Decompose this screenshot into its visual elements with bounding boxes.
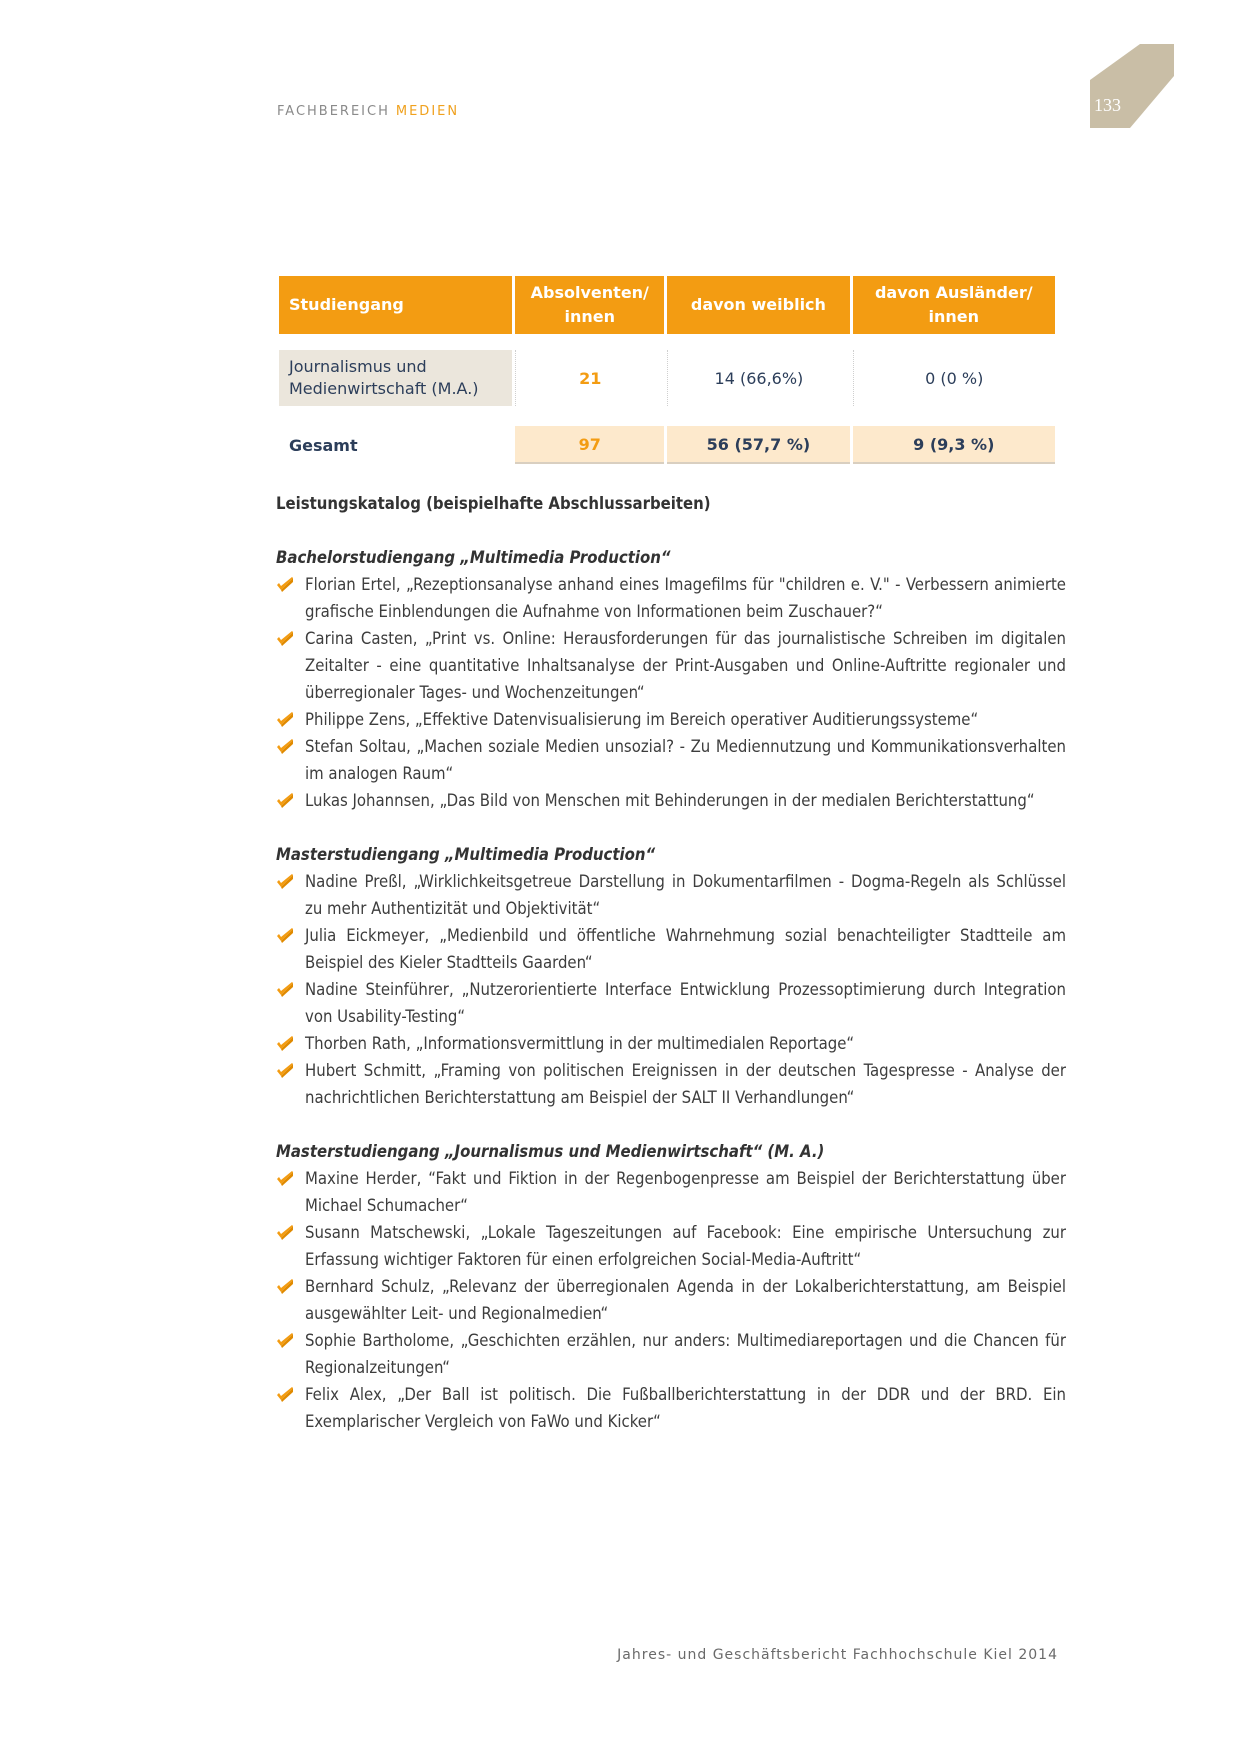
cell-auslaender: 0 (0 %) <box>853 350 1055 406</box>
check-bullet-icon <box>276 792 294 808</box>
header-section: FACHBEREICH <box>277 104 390 119</box>
catalog-group-bachelor-multimedia <box>276 544 1066 814</box>
running-header <box>277 104 459 119</box>
check-bullet-icon <box>276 1386 294 1402</box>
group-heading: Masterstudiengang „Multimedia Production“ <box>276 845 656 864</box>
list-item: Bernhard Schulz, „Relevanz der überregionalen Agenda in der Lokalberichterstattung, am Beispiel ausgewählter Leit- und Regionalmedien“ <box>276 1273 1066 1327</box>
catalog-group-master-multimedia <box>276 841 1066 1111</box>
check-bullet-icon <box>276 1170 294 1186</box>
col-header-absolventen: Absolventen/ innen <box>515 276 664 334</box>
check-bullet-icon <box>276 576 294 592</box>
check-bullet-icon <box>276 1278 294 1294</box>
list-item: Julia Eickmeyer, „Medienbild und öffentliche Wahrnehmung sozial benachteiligter Stadtteile am Beispiel des Kieler Stadtteils Gaarden“ <box>276 922 1066 976</box>
check-bullet-icon <box>276 738 294 754</box>
catalog <box>276 490 1066 1462</box>
check-bullet-icon <box>276 1062 294 1078</box>
cell-weiblich: 14 (66,6%) <box>667 350 849 406</box>
list-item: Carina Casten, „Print vs. Online: Herausforderungen für das journalistische Schreiben im digitalen Zeitalter - eine quantitative Inhaltsanalyse der Print-Ausgaben und Online-Auftritte regionaler und überregionaler Tages- und Wochenzeitungen“ <box>276 625 1066 706</box>
list-item: Thorben Rath, „Informationsvermittlung in der multimedialen Reportage“ <box>276 1030 1066 1057</box>
list-item: Florian Ertel, „Rezeptionsanalyse anhand eines Imagefilms für "children e. V." - Verbessern animierte grafische Einblendungen die Aufnahme von Informationen beim Zuschauer?“ <box>276 571 1066 625</box>
list-item: Stefan Soltau, „Machen soziale Medien unsozial? - Zu Mediennutzung und Kommunikationsverhalten im analogen Raum“ <box>276 733 1066 787</box>
total-label: Gesamt <box>279 426 512 464</box>
page-number: 133 <box>1094 95 1121 115</box>
check-bullet-icon <box>276 711 294 727</box>
group-heading: Bachelorstudiengang „Multimedia Production“ <box>276 548 671 567</box>
col-header-weiblich: davon weiblich <box>667 276 849 334</box>
check-bullet-icon <box>276 630 294 646</box>
cell-absolventen: 21 <box>515 350 664 406</box>
check-bullet-icon <box>276 1035 294 1051</box>
list-item: Nadine Preßl, „Wirklichkeitsgetreue Darstellung in Dokumentarfilmen - Dogma-Regeln als Schlüssel zu mehr Authentizität und Objektivität“ <box>276 868 1066 922</box>
catalog-title: Leistungskatalog (beispielhafte Abschlussarbeiten) <box>276 494 711 513</box>
group-heading: Masterstudiengang „Journalismus und Medienwirtschaft“ (M. A.) <box>276 1142 825 1161</box>
table-row <box>279 350 1055 406</box>
check-bullet-icon <box>276 1224 294 1240</box>
graduates-table <box>276 276 1058 464</box>
total-auslaender: 9 (9,3 %) <box>853 426 1055 464</box>
list-item: Susann Matschewski, „Lokale Tageszeitungen auf Facebook: Eine empirische Untersuchung zur Erfassung wichtiger Faktoren für einen erfolgreichen Social-Media-Auftritt“ <box>276 1219 1066 1273</box>
catalog-group-master-journalismus <box>276 1138 1066 1435</box>
list-item: Philippe Zens, „Effektive Datenvisualisierung im Bereich operativer Auditierungssysteme“ <box>276 706 1066 733</box>
total-absolventen: 97 <box>515 426 664 464</box>
header-accent: MEDIEN <box>395 104 460 119</box>
check-bullet-icon <box>276 927 294 943</box>
list-item: Lukas Johannsen, „Das Bild von Menschen mit Behinderungen in der medialen Berichterstattung“ <box>276 787 1066 814</box>
table-total-row <box>279 426 1055 464</box>
list-item: Sophie Bartholome, „Geschichten erzählen, nur anders: Multimediareportagen und die Chancen für Regionalzeitungen“ <box>276 1327 1066 1381</box>
check-bullet-icon <box>276 981 294 997</box>
page-footer: Jahres- und Geschäftsbericht Fachhochschule Kiel 2014 <box>617 1647 1058 1663</box>
col-header-auslaender: davon Ausländer/ innen <box>853 276 1055 334</box>
list-item: Felix Alex, „Der Ball ist politisch. Die Fußballberichterstattung in der DDR und der BRD. Ein Exemplarischer Vergleich von FaWo und Kicker“ <box>276 1381 1066 1435</box>
cell-studiengang: Journalismus und Medienwirtschaft (M.A.) <box>279 350 512 406</box>
check-bullet-icon <box>276 1332 294 1348</box>
list-item: Nadine Steinführer, „Nutzerorientierte Interface Entwicklung Prozessoptimierung durch Integration von Usability-Testing“ <box>276 976 1066 1030</box>
total-weiblich: 56 (57,7 %) <box>667 426 849 464</box>
list-item: Hubert Schmitt, „Framing von politischen Ereignissen in der deutschen Tagespresse - Analyse der nachrichtlichen Berichterstattung am Beispiel der SALT II Verhandlungen“ <box>276 1057 1066 1111</box>
list-item: Maxine Herder, “Fakt und Fiktion in der Regenbogenpresse am Beispiel der Berichterstattung über Michael Schumacher“ <box>276 1165 1066 1219</box>
col-header-studiengang: Studiengang <box>279 276 512 334</box>
check-bullet-icon <box>276 873 294 889</box>
